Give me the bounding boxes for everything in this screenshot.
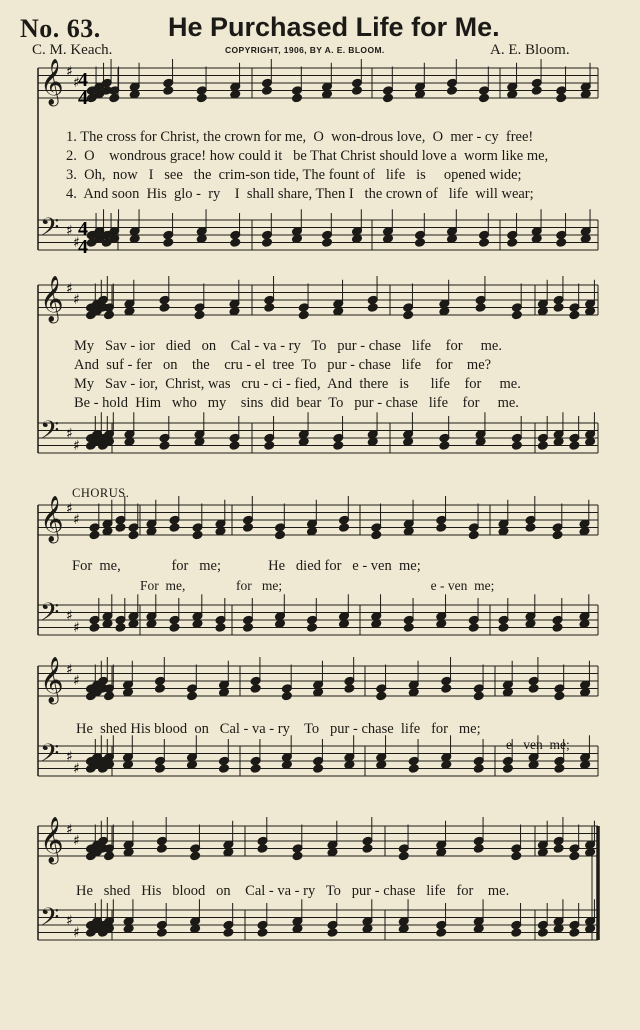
- note-head: [264, 441, 275, 451]
- note-head: [502, 764, 513, 774]
- chorus-line-1: For me, for me; He died for e - ven me;: [72, 558, 421, 574]
- sharp-icon: ♯: [73, 438, 80, 454]
- sharp-icon: ♯: [66, 913, 73, 929]
- note-head: [327, 928, 338, 938]
- note-head: [115, 623, 126, 633]
- note-head: [537, 441, 548, 451]
- note-head: [275, 530, 286, 540]
- note-head: [468, 623, 479, 633]
- note-head: [408, 764, 419, 774]
- note-head: [511, 851, 522, 861]
- note-head: [569, 441, 580, 451]
- note-head: [257, 928, 268, 938]
- note-head: [159, 303, 170, 313]
- note-head: [159, 441, 170, 451]
- sharp-icon: ♯: [66, 501, 73, 517]
- note-head: [553, 844, 564, 854]
- note-head: [243, 523, 254, 533]
- note-head: [243, 623, 254, 633]
- composer-credit: A. E. Bloom.: [490, 42, 570, 58]
- sharp-icon: ♯: [66, 749, 73, 765]
- note-head: [192, 530, 203, 540]
- note-head: [511, 310, 522, 320]
- note-head: [333, 441, 344, 451]
- note-head: [156, 844, 167, 854]
- bass-clef-icon: 𝄢: [40, 416, 60, 451]
- note-head: [219, 764, 230, 774]
- sharp-icon: ♯: [66, 662, 73, 678]
- note-head: [292, 851, 303, 861]
- note-head: [475, 303, 486, 313]
- note-head: [89, 530, 100, 540]
- note-head: [554, 691, 565, 701]
- note-head: [322, 238, 333, 248]
- note-head: [569, 851, 580, 861]
- note-head: [367, 303, 378, 313]
- note-head: [250, 764, 261, 774]
- note-head: [307, 623, 318, 633]
- note-head: [473, 844, 484, 854]
- time-signature-top-bass: 4: [78, 218, 88, 240]
- hymn-number: No. 63.: [20, 14, 101, 43]
- note-head: [194, 310, 205, 320]
- note-head: [104, 691, 115, 701]
- sharp-icon: ♯: [73, 673, 80, 689]
- sharp-icon: ♯: [66, 281, 73, 297]
- verse-1-line: 1. The cross for Christ, the crown for me, O won-drous love, O mer - cy free!: [66, 129, 534, 145]
- note-head: [569, 310, 580, 320]
- verse-2-line: 2. O wondrous grace! how could it be That Christ should love a worm like me,: [66, 148, 549, 164]
- note-head: [473, 764, 484, 774]
- hymn-title: He Purchased Life for Me.: [168, 12, 500, 42]
- bass-clef-icon: 𝄢: [40, 903, 60, 938]
- note-head: [479, 238, 490, 248]
- note-head: [556, 93, 567, 103]
- verse-4-line: 4. And soon His glo - ry I shall share, Then I the crown of life will wear;: [66, 186, 534, 202]
- sharp-icon: ♯: [73, 620, 80, 636]
- note-head: [163, 238, 174, 248]
- note-head: [128, 530, 139, 540]
- bass-clef-icon: 𝄢: [40, 598, 60, 633]
- note-head: [215, 623, 226, 633]
- sharp-icon: ♯: [66, 822, 73, 838]
- note-head: [376, 691, 387, 701]
- note-head: [441, 684, 452, 694]
- note-head: [262, 86, 273, 96]
- note-head: [155, 764, 166, 774]
- note-head: [553, 303, 564, 313]
- note-head: [292, 93, 303, 103]
- note-head: [196, 93, 207, 103]
- sharp-icon: ♯: [73, 833, 80, 849]
- chorus-line-3: He shed His blood on Cal - va - ry To pur - chase life for me.: [76, 883, 510, 899]
- sharp-icon: ♯: [73, 75, 80, 91]
- verse-2-end: And suf - fer on the cru - el tree To pur - chase life for me?: [74, 357, 492, 373]
- sharp-icon: ♯: [66, 64, 73, 80]
- note-head: [511, 928, 522, 938]
- sharp-icon: ♯: [73, 925, 80, 941]
- note-head: [344, 684, 355, 694]
- treble-clef-icon: 𝄞: [40, 276, 64, 322]
- note-head: [537, 928, 548, 938]
- note-head: [156, 928, 167, 938]
- note-head: [554, 764, 565, 774]
- note-head: [507, 238, 518, 248]
- chorus-label: CHORUS.: [72, 486, 130, 500]
- sharp-icon: ♯: [73, 235, 80, 251]
- time-signature-bottom: 4: [78, 87, 88, 109]
- sharp-icon: ♯: [73, 292, 80, 308]
- note-head: [190, 851, 201, 861]
- note-head: [383, 93, 394, 103]
- chorus-line-2: He shed His blood on Cal - va - ry To pur - chase life for me;: [76, 721, 481, 737]
- lyricist-credit: C. M. Keach.: [32, 42, 113, 58]
- note-head: [339, 523, 350, 533]
- verse-3-line: 3. Oh, now I see the crim-son tide, The fount of life is opened wide;: [66, 167, 522, 183]
- note-head: [281, 691, 292, 701]
- note-head: [169, 523, 180, 533]
- verse-1-end: My Sav - ior died on Cal - va - ry To pur - chase life for me.: [74, 338, 502, 354]
- bass-clef-icon: 𝄢: [40, 739, 60, 774]
- note-head: [298, 310, 309, 320]
- note-head: [313, 764, 324, 774]
- copyright-notice: COPYRIGHT, 1906, BY A. E. BLOOM.: [225, 45, 385, 55]
- note-head: [250, 684, 261, 694]
- note-head: [479, 93, 490, 103]
- note-head: [498, 623, 509, 633]
- note-head: [403, 623, 414, 633]
- note-head: [352, 86, 363, 96]
- note-head: [169, 623, 180, 633]
- note-head: [89, 623, 100, 633]
- time-signature-top: 4: [78, 69, 88, 91]
- note-head: [531, 86, 542, 96]
- sharp-icon: ♯: [66, 223, 73, 239]
- time-signature-bottom-bass: 4: [78, 236, 88, 258]
- note-head: [468, 530, 479, 540]
- note-head: [230, 238, 241, 248]
- note-head: [115, 523, 126, 533]
- note-head: [436, 523, 447, 533]
- note-head: [569, 928, 580, 938]
- note-head: [439, 441, 450, 451]
- note-head: [447, 86, 458, 96]
- verse-3-end: My Sav - ior, Christ, was cru - ci - fied, And there is life for me.: [74, 376, 521, 392]
- chorus-line-1-echo: For me, for me; e - ven me;: [140, 578, 495, 593]
- note-head: [155, 684, 166, 694]
- treble-clef-icon: 𝄞: [40, 496, 64, 542]
- treble-clef-icon: 𝄞: [40, 817, 64, 863]
- note-head: [187, 691, 198, 701]
- note-head: [257, 844, 268, 854]
- verse-4-end: Be - hold Him who my sins did bear To pur - chase life for me.: [74, 395, 519, 411]
- note-head: [525, 523, 536, 533]
- note-head: [262, 238, 273, 248]
- bass-clef-icon: 𝄢: [40, 213, 60, 248]
- note-head: [415, 238, 426, 248]
- note-head: [473, 691, 484, 701]
- treble-clef-icon: 𝄞: [40, 59, 64, 105]
- note-head: [511, 441, 522, 451]
- sharp-icon: ♯: [66, 426, 73, 442]
- note-head: [223, 928, 234, 938]
- note-head: [552, 623, 563, 633]
- note-head: [163, 86, 174, 96]
- note-head: [403, 310, 414, 320]
- sharp-icon: ♯: [73, 512, 80, 528]
- note-head: [371, 530, 382, 540]
- sharp-icon: ♯: [66, 608, 73, 624]
- note-head: [229, 441, 240, 451]
- sharp-icon: ♯: [73, 761, 80, 777]
- chorus-line-2-echo: e - ven me;: [506, 737, 570, 752]
- note-head: [528, 684, 539, 694]
- note-head: [552, 530, 563, 540]
- note-head: [104, 310, 115, 320]
- note-head: [436, 928, 447, 938]
- note-head: [556, 238, 567, 248]
- treble-clef-icon: 𝄞: [40, 657, 64, 703]
- note-head: [104, 851, 115, 861]
- note-head: [264, 303, 275, 313]
- note-head: [362, 844, 373, 854]
- note-head: [398, 851, 409, 861]
